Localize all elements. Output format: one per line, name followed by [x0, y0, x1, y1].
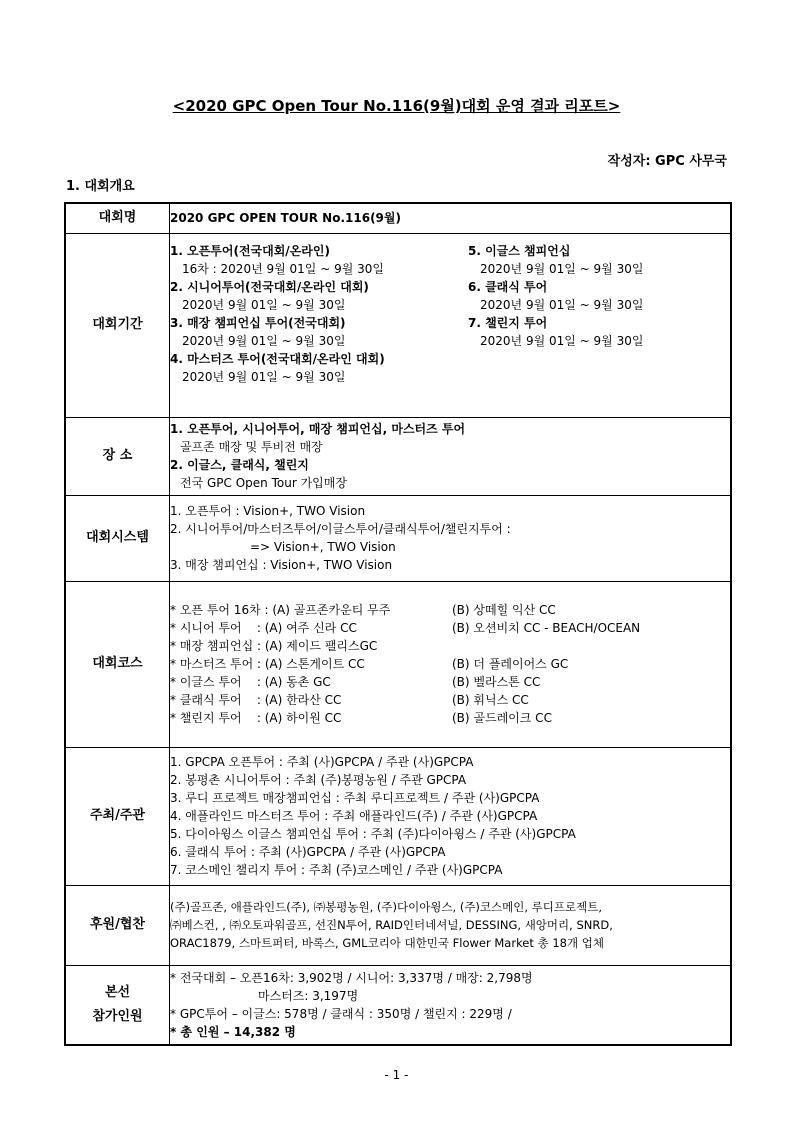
host-line: 1. GPCPA 오픈투어 : 주최 (사)GPCPA / 주관 (사)GPCPA: [170, 755, 474, 769]
value-period: [170, 233, 732, 417]
course-b: (B) 휘닉스 CC: [452, 693, 529, 707]
course-item: [170, 709, 730, 727]
course-item: [170, 673, 730, 691]
label-system: 대회시스템: [65, 495, 170, 581]
period-item-head: 5. 이글스 챔피언십: [468, 243, 571, 258]
period-item-sub: 2020년 9월 01일 ~ 9월 30일: [182, 297, 346, 312]
venue-line: 2. 이글스, 클래식, 챌린지: [170, 458, 309, 472]
course-b: (B) 골드레이크 CC: [452, 711, 552, 725]
table-row: [65, 495, 731, 581]
venue-line: 전국 GPC Open Tour 가입매장: [180, 476, 347, 490]
table-row: [65, 965, 731, 1045]
value-sponsor: [170, 885, 732, 965]
value-system: [170, 495, 732, 581]
label-participants: [65, 965, 170, 1045]
table-row: [65, 885, 731, 965]
course-a: * 이글스 투어 : (A) 동촌 GC: [170, 675, 331, 689]
period-item-sub: 2020년 9월 01일 ~ 9월 30일: [182, 333, 346, 348]
value-host: [170, 747, 732, 885]
table-row: [65, 203, 731, 233]
host-line: 5. 다이아윙스 이글스 챔피언십 투어 : 주최 (주)다이아윙스 / 주관 (사)GPCPA: [170, 827, 576, 841]
author-line: 작성자: GPC 사무국: [607, 154, 727, 169]
period-right-column: [468, 242, 730, 386]
course-a: * 시니어 투어 : (A) 여주 신라 CC: [170, 621, 357, 635]
course-a: * 마스터즈 투어 : (A) 스톤게이트 CC: [170, 657, 365, 671]
course-item: [170, 655, 730, 673]
course-b: (B) 상떼힐 익산 CC: [452, 603, 556, 617]
course-b: [452, 637, 730, 655]
course-item: [170, 691, 730, 709]
period-item-head: 4. 마스터즈 투어(전국대회/온라인 대회): [170, 351, 385, 366]
value-course: [170, 581, 732, 747]
document-title: <2020 GPC Open Tour No.116(9월)대회 운영 결과 리포트>: [172, 97, 621, 115]
label-participants-line1: 본선: [104, 984, 131, 1000]
label-sponsor: 후원/협찬: [65, 885, 170, 965]
course-item: [170, 637, 730, 655]
table-row: [65, 417, 731, 495]
period-item-head: 7. 챌린지 투어: [468, 315, 548, 330]
venue-line: 골프존 매장 및 투비전 매장: [180, 440, 323, 454]
period-left-column: [170, 242, 468, 386]
period-item-sub: 16차 : 2020년 9월 01일 ~ 9월 30일: [182, 261, 384, 276]
value-participants: [170, 965, 732, 1045]
period-item-sub: 2020년 9월 01일 ~ 9월 30일: [480, 297, 644, 312]
value-name: 2020 GPC OPEN TOUR No.116(9월): [170, 203, 732, 233]
host-line: 2. 봉평촌 시니어투어 : 주최 (주)봉평농원 / 주관 GPCPA: [170, 773, 467, 787]
label-venue: 장 소: [65, 417, 170, 495]
period-item-sub: 2020년 9월 01일 ~ 9월 30일: [480, 261, 644, 276]
page-number: - 1 -: [384, 1068, 409, 1082]
course-a: * 챌린지 투어 : (A) 하이원 CC: [170, 711, 342, 725]
participants-line: * GPC투어 – 이글스: 578명 / 클래식 : 350명 / 챌린지 : 229명 /: [170, 1006, 512, 1021]
label-participants-line2: 참가인원: [92, 1008, 143, 1024]
table-row: [65, 747, 731, 885]
host-line: 7. 코스메인 챌리지 투어 : 주최 (주)코스메인 / 주관 (사)GPCPA: [170, 863, 503, 877]
label-period: 대회기간: [65, 233, 170, 417]
value-venue: [170, 417, 732, 495]
course-b: (B) 오션비치 CC - BEACH/OCEAN: [452, 621, 641, 635]
period-item-head: 2. 시니어투어(전국대회/온라인 대회): [170, 279, 369, 294]
course-a: * 클래식 투어 : (A) 한라산 CC: [170, 693, 342, 707]
host-line: 4. 애플라인드 마스터즈 투어 : 주최 애플라인드(주) / 주관 (사)GPCPA: [170, 809, 538, 823]
sponsor-line: (주)골프존, 애플라인드(주), ㈜봉평농원, (주)다이아윙스, (주)코스메인, 루디프로젝트,: [170, 900, 602, 914]
participants-line: 마스터즈: 3,197명: [258, 988, 359, 1003]
period-item-sub: 2020년 9월 01일 ~ 9월 30일: [182, 369, 346, 384]
period-item-sub: 2020년 9월 01일 ~ 9월 30일: [480, 333, 644, 348]
host-line: 6. 클래식 투어 : 주최 (사)GPCPA / 주관 (사)GPCPA: [170, 845, 446, 859]
host-line: 3. 루디 프로젝트 매장챔피언십 : 주최 루디프로젝트 / 주관 (사)GPCPA: [170, 791, 540, 805]
participants-total: * 총 인원 – 14,382 명: [170, 1024, 296, 1039]
participants-line: * 전국대회 – 오픈16차: 3,902명 / 시니어: 3,337명 / 매장: 2,798명: [170, 970, 533, 985]
sponsor-line: ORAC1879, 스마트퍼터, 바록스, GML코리아 대한민국 Flower Market 총 18개 업체: [170, 936, 604, 950]
period-item-head: 3. 매장 챔피언십 투어(전국대회): [170, 315, 346, 330]
course-a: * 오픈 투어 16차 : (A) 골프존카운티 무주: [170, 603, 391, 617]
system-line: 1. 오픈투어 : Vision+, TWO Vision: [170, 504, 366, 518]
course-b: (B) 벨라스톤 CC: [452, 675, 541, 689]
course-item: [170, 601, 730, 619]
course-b: (B) 더 플레이어스 GC: [452, 657, 569, 671]
period-item-head: 6. 클래식 투어: [468, 279, 548, 294]
system-line: 2. 시니어투어/마스터즈투어/이글스투어/클래식투어/챌린지투어 :: [170, 522, 511, 536]
system-line: 3. 매장 챔피언십 : Vision+, TWO Vision: [170, 558, 393, 572]
table-row: [65, 581, 731, 747]
label-host: 주최/주관: [65, 747, 170, 885]
label-course: 대회코스: [65, 581, 170, 747]
table-row: [65, 233, 731, 417]
system-line: => Vision+, TWO Vision: [250, 540, 396, 554]
course-a: * 매장 챔피언십 : (A) 제이드 팰리스GC: [170, 639, 378, 653]
period-item-head: 1. 오픈투어(전국대회/온라인): [170, 243, 330, 258]
section-heading: 1. 대회개요: [66, 179, 135, 194]
label-name: 대회명: [65, 203, 170, 233]
sponsor-line: ㈜베스컨, , ㈜오토파워골프, 선진N투어, RAID인터네셔널, DESSING, 새앙머리, SNRD,: [170, 918, 613, 932]
venue-line: 1. 오픈투어, 시니어투어, 매장 챔피언십, 마스터즈 투어: [170, 422, 466, 436]
course-item: [170, 619, 730, 637]
overview-table: [64, 202, 732, 1046]
